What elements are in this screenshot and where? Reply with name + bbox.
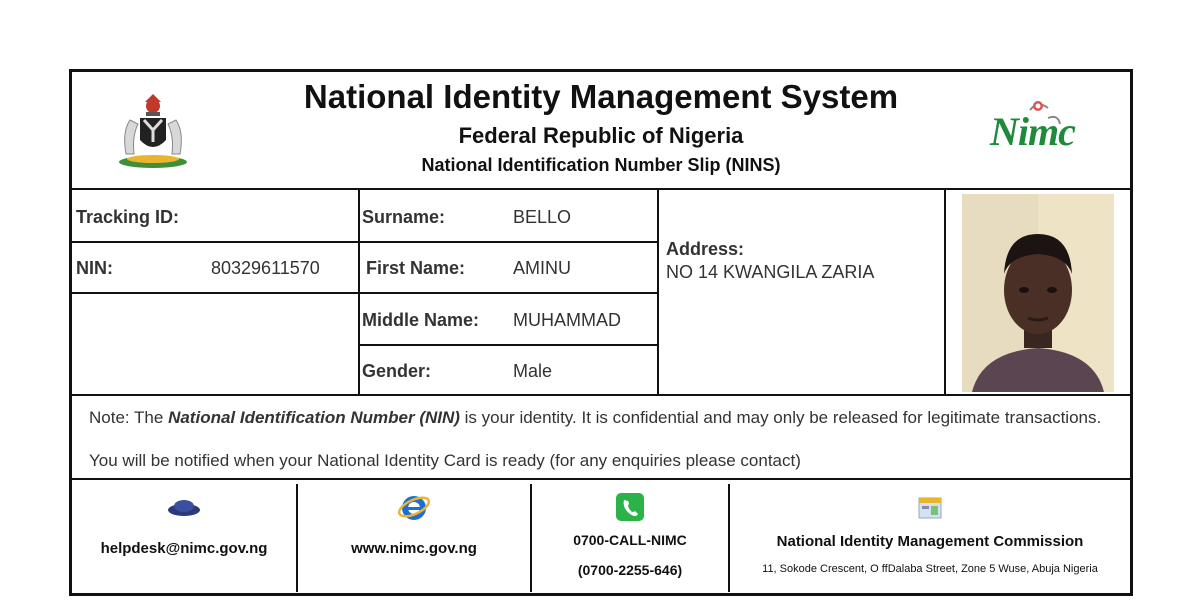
footer-phone-cell — [532, 480, 728, 592]
middle-name-value: MUHAMMAD — [513, 310, 621, 330]
gender-label: Gender: — [362, 361, 432, 381]
nin-label: NIN: — [76, 258, 113, 278]
nimc-logo — [988, 96, 1088, 162]
note-line-1 — [89, 408, 1101, 428]
note-suffix: is your identity. It is confidential and may only be released for legitimate transactions. — [459, 408, 1102, 427]
surname-label: Surname: — [362, 207, 446, 227]
passport-photo — [962, 194, 1114, 392]
address-label: Address: — [666, 239, 745, 259]
divider-h3 — [358, 344, 658, 346]
footer-phone: 0700-CALL-NIMC — [573, 532, 687, 548]
divider-h1 — [72, 241, 658, 243]
divider-h2 — [72, 292, 658, 294]
divider-v3 — [944, 190, 946, 394]
divider-h4 — [72, 394, 1130, 396]
footer-phone-digits: (0700-2255-646) — [577, 562, 683, 578]
first-name-label: First Name: — [366, 258, 466, 278]
address-value: NO 14 KWANGILA ZARIA — [666, 262, 875, 282]
note-prefix: Note: The — [89, 408, 169, 427]
internet-explorer-icon — [397, 490, 431, 524]
note-line-2: You will be notified when your National Identity Card is ready (for any enquiries please contact) — [89, 451, 801, 470]
page-subtitle: Federal Republic of Nigeria — [458, 123, 744, 148]
portrait-photo-icon — [962, 194, 1114, 392]
phone-icon — [615, 492, 645, 522]
email-icon — [167, 496, 201, 518]
address-icon — [917, 494, 943, 520]
footer-email: helpdesk@nimc.gov.ng — [100, 540, 268, 557]
gender-value: Male — [513, 361, 553, 381]
footer-email-cell — [72, 480, 296, 592]
nin-value: 80329611570 — [211, 258, 320, 278]
slip-title: National Identification Number Slip (NINS) — [421, 155, 781, 175]
slip-header — [72, 72, 1130, 190]
footer-org-cell — [730, 480, 1130, 592]
page-title: National Identity Management System — [303, 78, 899, 115]
first-name-value: AMINU — [513, 258, 571, 278]
nin-slip — [69, 69, 1133, 596]
nimc-logo-text: Nimc — [990, 109, 1075, 154]
footer-org-address: 11, Sokode Crescent, O ffDalaba Street, Zone 5 Wuse, Abuja Nigeria — [762, 563, 1098, 575]
footer-org-name: National Identity Management Commission — [776, 533, 1084, 550]
surname-value: BELLO — [513, 207, 572, 227]
note-emphasis: National Identification Number (NIN) — [168, 408, 460, 427]
footer-web-cell — [298, 480, 530, 592]
tracking-id-label: Tracking ID: — [76, 207, 180, 227]
footer-website: www.nimc.gov.ng — [351, 540, 477, 557]
middle-name-label: Middle Name: — [362, 310, 480, 330]
